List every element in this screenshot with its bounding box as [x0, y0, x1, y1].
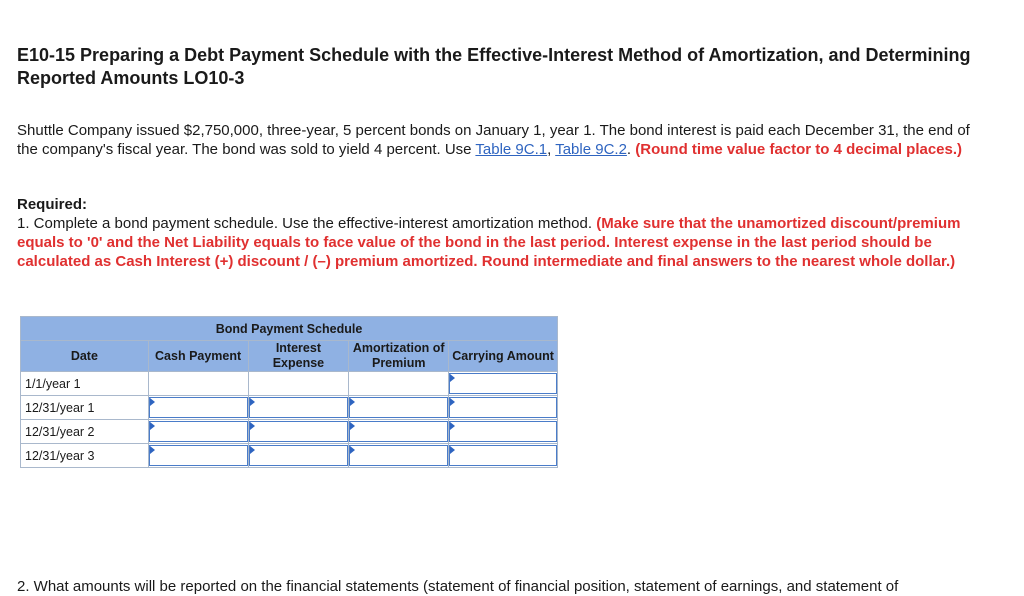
- table-9c1-link[interactable]: Table 9C.1: [475, 141, 548, 158]
- col-interest-expense: Interest Expense: [248, 341, 349, 372]
- interest-expense-input-row-3[interactable]: [249, 421, 349, 442]
- cash-payment-cell: [148, 420, 248, 444]
- cash-payment-input-row-3[interactable]: [149, 421, 248, 442]
- amortization-input-row-3[interactable]: [349, 421, 448, 442]
- bond-payment-schedule: [20, 316, 558, 468]
- col-cash-payment: Cash Payment: [148, 341, 248, 372]
- amortization-input-row-4[interactable]: [349, 445, 448, 466]
- col-carrying-amount: Carrying Amount: [449, 341, 558, 372]
- carrying-amount-input-row-2[interactable]: [449, 397, 557, 418]
- page-title: E10-15 Preparing a Debt Payment Schedule with the Effective-Interest Method of Amortization, and Determining Reported Amounts LO10-3: [17, 45, 971, 88]
- row-date: 12/31/year 2: [21, 420, 149, 444]
- required-heading: Required:: [17, 196, 88, 213]
- amortization-cell: [349, 420, 449, 444]
- row-date: 1/1/year 1: [21, 372, 149, 396]
- col-date: Date: [21, 341, 149, 372]
- carrying-amount-input-row-1[interactable]: [449, 373, 557, 394]
- rounding-note: (Round time value factor to 4 decimal places.): [635, 141, 963, 158]
- table-9c2-link[interactable]: Table 9C.2: [555, 141, 627, 158]
- link-separator: ,: [547, 141, 556, 158]
- cash-payment-input-row-2[interactable]: [149, 397, 248, 418]
- interest-expense-input-row-4[interactable]: [249, 445, 349, 466]
- schedule-caption: Bond Payment Schedule: [21, 317, 558, 341]
- amortization-cell: [349, 396, 449, 420]
- interest-expense-cell: [248, 420, 349, 444]
- amortization-input-row-2[interactable]: [349, 397, 448, 418]
- carrying-amount-cell: [449, 396, 558, 420]
- row-date: 12/31/year 3: [21, 444, 149, 468]
- table-row: [21, 396, 558, 420]
- carrying-amount-input-row-4[interactable]: [449, 445, 557, 466]
- empty-cell: [248, 372, 349, 396]
- interest-expense-cell: [248, 444, 349, 468]
- amortization-cell: [349, 444, 449, 468]
- row-date: 12/31/year 1: [21, 396, 149, 420]
- carrying-amount-cell: [449, 372, 558, 396]
- required-item-1-text: 1. Complete a bond payment schedule. Use the effective-interest amortization method.: [17, 215, 597, 232]
- col-amortization: Amortization of Premium: [349, 341, 449, 372]
- carrying-amount-cell: [449, 420, 558, 444]
- intro-text: Shuttle Company issued $2,750,000, three-year, 5 percent bonds on January 1, year 1. The bond interest is paid each December 31, the end of the company's fiscal year. The bond was sold to yield 4 percent. Use: [17, 122, 970, 158]
- cash-payment-input-row-4[interactable]: [149, 445, 248, 466]
- cash-payment-cell: [148, 444, 248, 468]
- cash-payment-cell: [148, 396, 248, 420]
- intro-after: .: [626, 141, 636, 158]
- empty-cell: [148, 372, 248, 396]
- problem-description: [17, 121, 992, 159]
- question-2-text: 2. What amounts will be reported on the financial statements (statement of financial position, statement of earnings, and statement of: [17, 578, 899, 595]
- interest-expense-input-row-2[interactable]: [249, 397, 349, 418]
- carrying-amount-cell: [449, 444, 558, 468]
- interest-expense-cell: [248, 396, 349, 420]
- required-item-1-note: (Make sure that the unamortized discount/premium equals to '0' and the Net Liability equals to face value of the bond in the last period. Interest expense in the last period should be calculated as Cash Interest (+) discount / (–) premium amortized. Round intermediate and final answers to the nearest whole dollar.): [17, 215, 961, 270]
- table-row: [21, 372, 558, 396]
- required-item-1: [17, 214, 1002, 271]
- table-row: [21, 444, 558, 468]
- empty-cell: [349, 372, 449, 396]
- carrying-amount-input-row-3[interactable]: [449, 421, 557, 442]
- table-row: [21, 420, 558, 444]
